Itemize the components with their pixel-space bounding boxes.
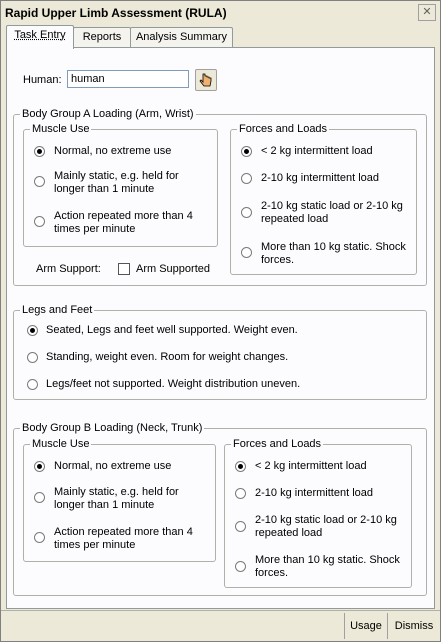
radio-button[interactable] <box>235 488 246 499</box>
radio-button[interactable] <box>235 561 246 572</box>
radio-button[interactable] <box>241 173 252 184</box>
arm-supported-checkbox[interactable] <box>118 263 130 275</box>
radio-button[interactable] <box>27 352 38 363</box>
group-b-forces-box <box>224 438 412 588</box>
option-label: Action repeated more than 4 times per minute <box>54 526 193 551</box>
option-label: Action repeated more than 4 times per minute <box>54 210 193 235</box>
usage-button[interactable]: Usage <box>344 613 387 639</box>
option-label: Legs/feet not supported. Weight distribution uneven. <box>46 378 301 390</box>
window-title: Rapid Upper Limb Assessment (RULA) <box>5 6 227 20</box>
radio-button[interactable] <box>34 461 45 472</box>
option-label: Normal, no extreme use <box>54 460 172 472</box>
legs-feet-box <box>13 304 427 400</box>
radio-button[interactable] <box>27 379 38 390</box>
group-b-muscle-title: Muscle Use <box>32 438 90 450</box>
radio-button[interactable] <box>27 325 38 336</box>
group-b-forces-title: Forces and Loads <box>233 438 322 450</box>
group-a-title: Body Group A Loading (Arm, Wrist) <box>22 108 194 120</box>
group-a-forces-box <box>230 123 417 275</box>
group-a-box <box>13 108 427 286</box>
option-label: 2-10 kg intermittent load <box>261 172 380 184</box>
human-input[interactable] <box>67 70 189 88</box>
dismiss-button[interactable]: Dismiss <box>387 613 440 639</box>
radio-button[interactable] <box>235 461 246 472</box>
option-label: 2-10 kg intermittent load <box>255 487 374 499</box>
radio-button[interactable] <box>34 176 45 187</box>
option-label: Mainly static, e.g. held for longer than 1 minute <box>54 170 179 195</box>
option-label: Standing, weight even. Room for weight changes. <box>46 351 289 363</box>
radio-button[interactable] <box>235 521 246 532</box>
option-label: Seated, Legs and feet well supported. Weight even. <box>46 324 298 336</box>
radio-button[interactable] <box>34 146 45 157</box>
task-entry-panel <box>6 47 435 609</box>
group-a-forces-title: Forces and Loads <box>239 123 328 135</box>
radio-button[interactable] <box>241 247 252 258</box>
option-label: < 2 kg intermittent load <box>261 145 373 157</box>
group-b-muscle-box <box>23 438 216 562</box>
bottom-button-bar <box>1 610 440 642</box>
arm-supported-label: Arm Supported <box>136 263 210 275</box>
human-select-button[interactable] <box>195 69 217 91</box>
legs-feet-title: Legs and Feet <box>22 304 93 316</box>
close-button[interactable]: ✕ <box>418 4 436 21</box>
group-b-title: Body Group B Loading (Neck, Trunk) <box>22 422 203 434</box>
tab-task-entry-label: Task Entry <box>14 29 66 41</box>
radio-button[interactable] <box>34 492 45 503</box>
group-a-muscle-box <box>23 123 218 247</box>
option-label: More than 10 kg static. Shock forces. <box>255 554 400 579</box>
tab-analysis-summary[interactable]: Analysis Summary <box>130 27 233 48</box>
option-label: < 2 kg intermittent load <box>255 460 367 472</box>
tab-reports[interactable]: Reports <box>73 27 131 48</box>
arm-support-label: Arm Support: <box>36 263 101 275</box>
option-label: Normal, no extreme use <box>54 145 172 157</box>
tab-task-entry[interactable] <box>6 25 74 49</box>
title-bar <box>1 1 440 23</box>
option-label: More than 10 kg static. Shock forces. <box>261 241 406 266</box>
radio-button[interactable] <box>241 207 252 218</box>
hand-pointer-icon <box>196 70 216 90</box>
option-label: 2-10 kg static load or 2-10 kg repeated load <box>261 200 403 225</box>
radio-button[interactable] <box>241 146 252 157</box>
option-label: Mainly static, e.g. held for longer than 1 minute <box>54 486 179 511</box>
radio-button[interactable] <box>34 532 45 543</box>
human-label: Human: <box>23 74 62 86</box>
group-b-box <box>13 422 427 596</box>
option-label: 2-10 kg static load or 2-10 kg repeated load <box>255 514 397 539</box>
group-a-muscle-title: Muscle Use <box>32 123 90 135</box>
radio-button[interactable] <box>34 216 45 227</box>
